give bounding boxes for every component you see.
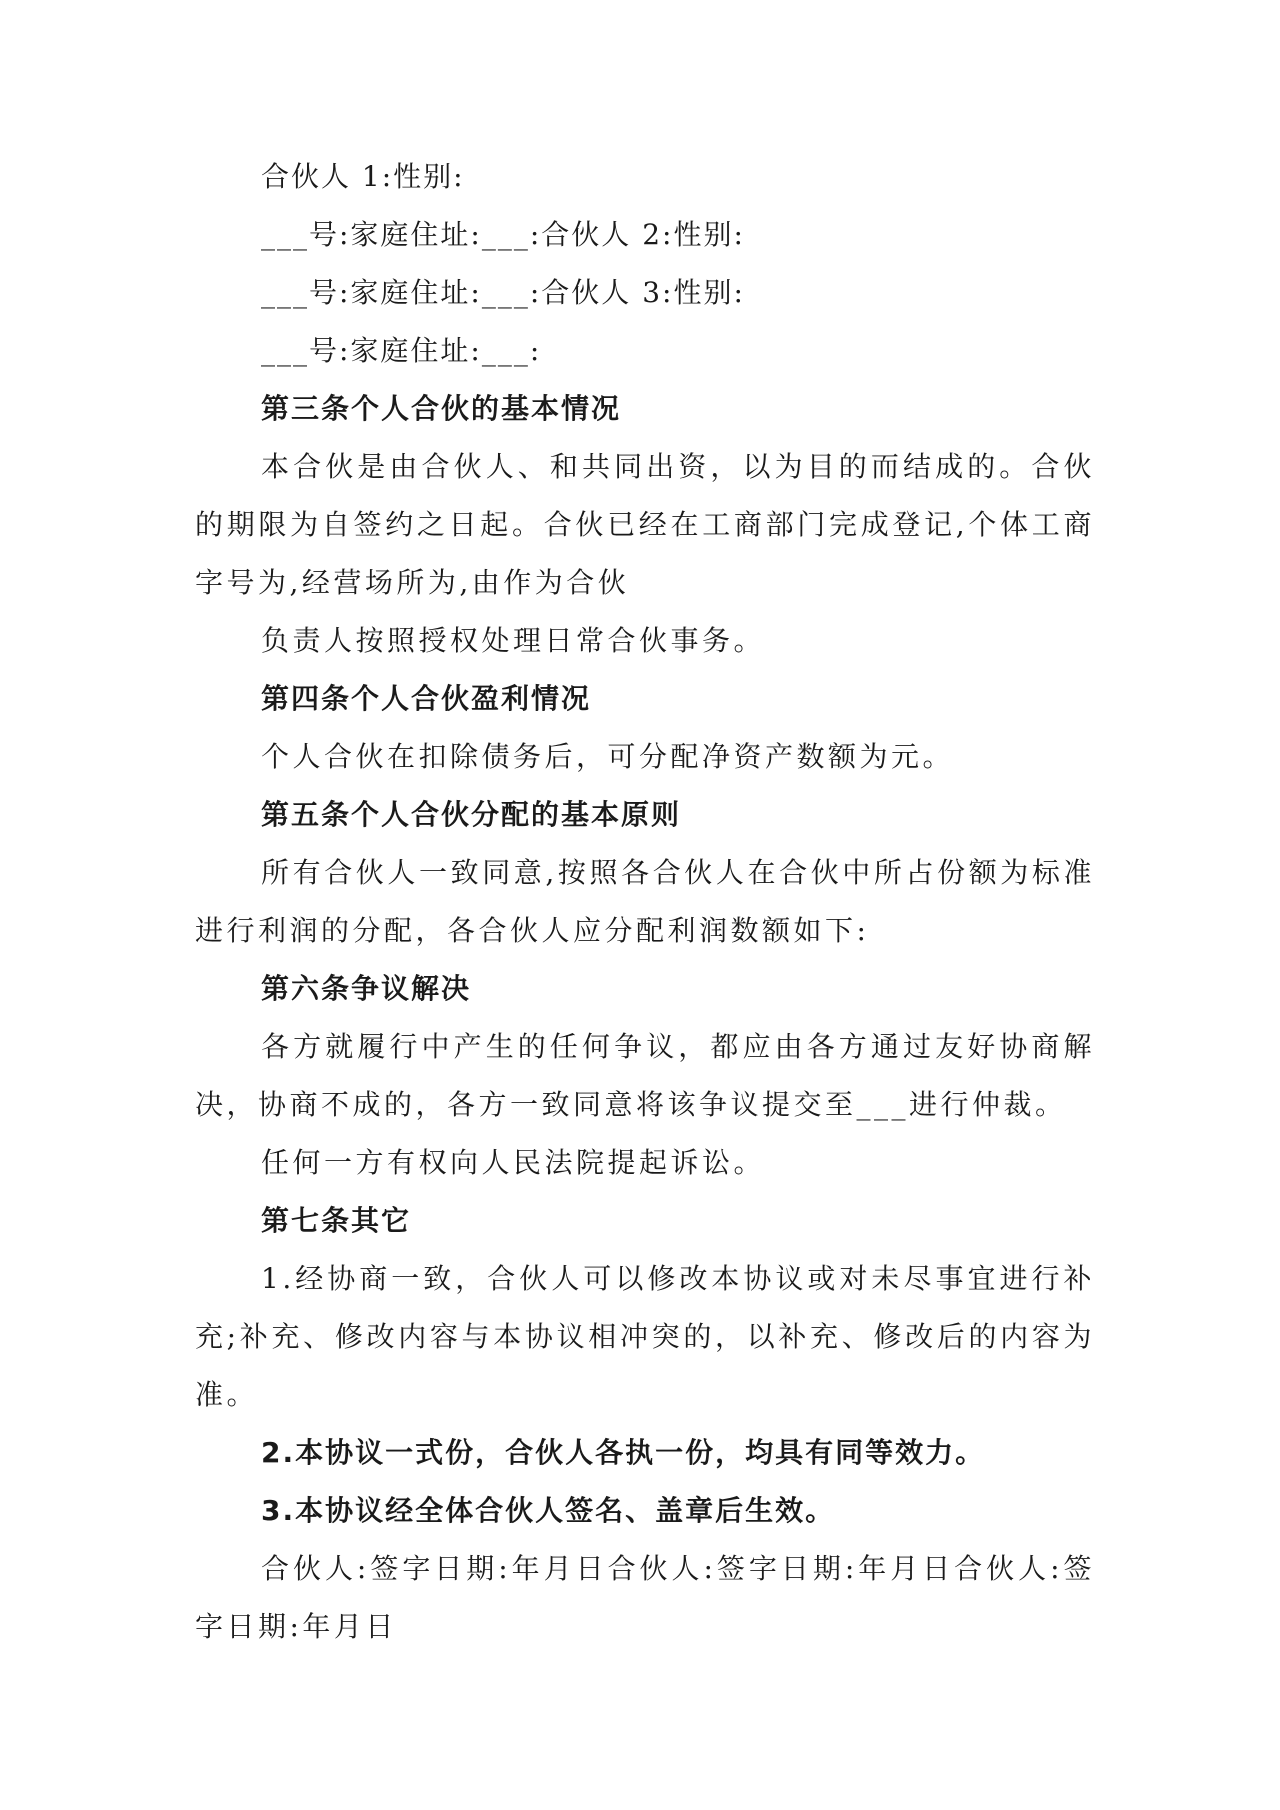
article-4-paragraph-1: 个人合伙在扣除债务后，可分配净资产数额为元。 (261, 740, 955, 773)
signature-line: 合伙人:签字日期:年月日合伙人:签字日期:年月日合伙人:签字日期:年月日 (195, 1552, 1095, 1643)
article-5-paragraph-1: 所有合伙人一致同意,按照各合伙人在合伙中所占份额为标准进行利润的分配，各合伙人应分配利润数额如下: (195, 856, 1095, 947)
article-7-item-3: 3.本协议经全体合伙人签名、盖章后生效。 (261, 1494, 836, 1527)
article-6-paragraph-2: 任何一方有权向人民法院提起诉讼。 (261, 1146, 766, 1179)
article-7-heading: 第七条其它 (261, 1204, 412, 1237)
partner-line-3: ___号:家庭住址:___:合伙人 3:性别: (261, 276, 745, 309)
partner-line-4: ___号:家庭住址:___: (261, 334, 542, 367)
article-6-paragraph-1: 各方就履行中产生的任何争议，都应由各方通过友好协商解决，协商不成的，各方一致同意将该争议提交至___进行仲裁。 (195, 1030, 1095, 1121)
article-7-item-1: 1.经协商一致，合伙人可以修改本协议或对未尽事宜进行补充;补充、修改内容与本协议相冲突的，以补充、修改后的内容为准。 (195, 1262, 1095, 1411)
article-7-item-2: 2.本协议一式份，合伙人各执一份，均具有同等效力。 (261, 1436, 986, 1469)
article-6-heading: 第六条争议解决 (261, 972, 472, 1005)
article-3-heading: 第三条个人合伙的基本情况 (261, 392, 622, 425)
article-3-paragraph-2: 负责人按照授权处理日常合伙事务。 (261, 624, 766, 657)
article-4-heading: 第四条个人合伙盈利情况 (261, 682, 592, 715)
article-5-heading: 第五条个人合伙分配的基本原则 (261, 798, 682, 831)
document-page (195, 148, 1095, 1656)
partner-line-1: 合伙人 1:性别: (261, 160, 465, 193)
partner-line-2: ___号:家庭住址:___:合伙人 2:性别: (261, 218, 745, 251)
article-3-paragraph-1: 本合伙是由合伙人、和共同出资，以为目的而结成的。合伙的期限为自签约之日起。合伙已经在工商部门完成登记,个体工商字号为,经营场所为,由作为合伙 (195, 450, 1095, 599)
